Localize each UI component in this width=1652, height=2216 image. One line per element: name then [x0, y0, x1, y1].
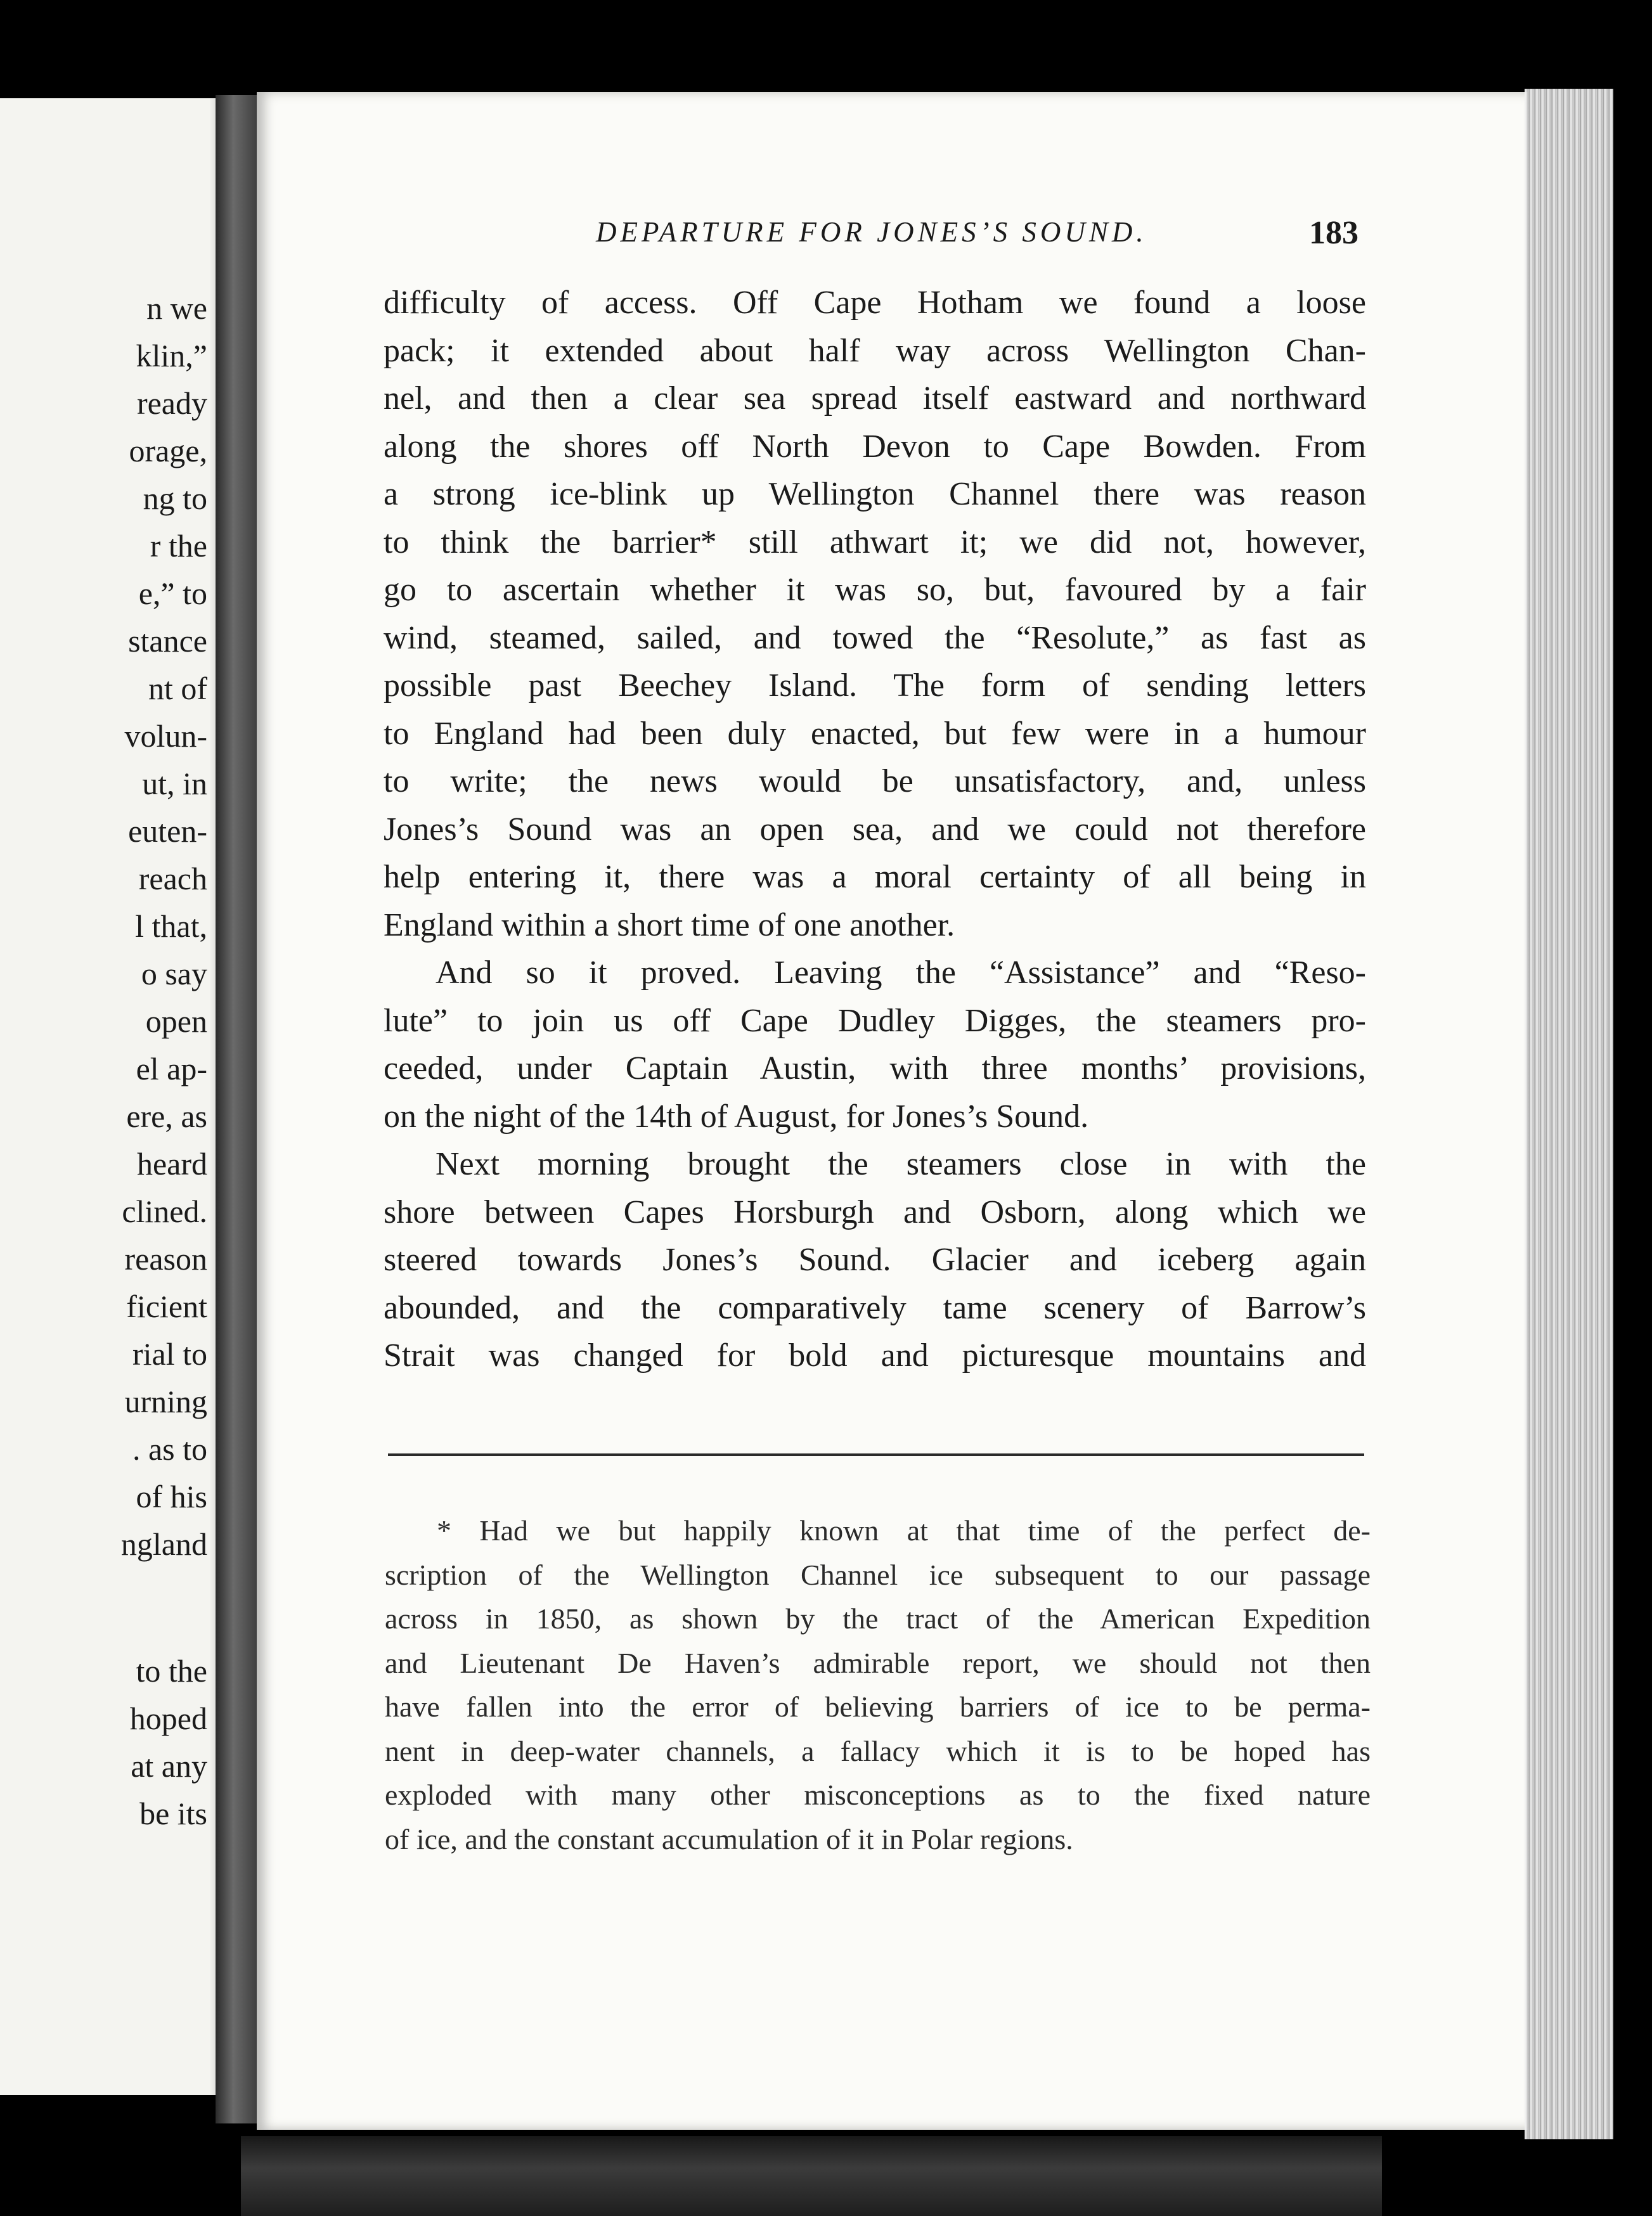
- footnote-line: scription of the Wellington Channel ice subsequent to our passage: [385, 1558, 1371, 1591]
- body-line: to write; the news would be unsatisfactory, and, unless: [384, 763, 1366, 799]
- body-line: Next morning brought the steamers close in with the: [436, 1146, 1366, 1182]
- body-line: ceeded, under Captain Austin, with three months’ provisions,: [384, 1050, 1366, 1086]
- left-page-line: ut, in: [142, 766, 207, 801]
- footnote-line: have fallen into the error of believing barriers of ice to be perma-: [385, 1691, 1371, 1723]
- left-page-line: ere, as: [126, 1098, 207, 1134]
- body-line: to England had been duly enacted, but few were in a humour: [384, 715, 1366, 752]
- left-page-line: el ap-: [136, 1051, 207, 1086]
- left-page-line: rial to: [132, 1336, 207, 1372]
- left-page-line: ng to: [143, 480, 207, 516]
- left-page-line: ngland: [120, 1526, 207, 1562]
- left-page-line: to the: [136, 1653, 207, 1689]
- left-page-line: at any: [131, 1748, 207, 1784]
- footnote: [385, 1509, 1371, 1861]
- left-page-line: urning: [124, 1384, 207, 1419]
- body-line: abounded, and the comparatively tame scenery of Barrow’s: [384, 1289, 1366, 1326]
- page-number: 183: [1309, 215, 1358, 251]
- left-page-line: reason: [124, 1241, 207, 1277]
- left-page-line: n we: [146, 290, 207, 326]
- left-page-line: be its: [139, 1796, 207, 1831]
- body-text: [384, 279, 1366, 1380]
- left-page-line: r the: [150, 528, 207, 564]
- footnote-line: * Had we but happily known at that time of the perfect de-: [437, 1514, 1371, 1547]
- left-page-line: volun-: [124, 718, 207, 754]
- left-page-line: ficient: [126, 1289, 207, 1324]
- footnote-line: of ice, and the constant accumulation of it in Polar regions.: [385, 1822, 1073, 1855]
- footnote-line: nent in deep-water channels, a fallacy which it is to be hoped has: [385, 1734, 1371, 1767]
- body-line: shore between Capes Horsburgh and Osborn, along which we: [384, 1194, 1366, 1230]
- left-page-line: klin,”: [136, 338, 207, 373]
- left-page-line: l that,: [135, 908, 207, 944]
- body-line: nel, and then a clear sea spread itself eastward and northward: [384, 380, 1366, 416]
- left-page-fragment: [0, 98, 238, 2095]
- left-page-line: ready: [136, 385, 207, 421]
- body-line: on the night of the 14th of August, for Jones’s Sound.: [384, 1098, 1089, 1135]
- left-page-line: e,” to: [138, 576, 207, 611]
- left-page-line: orage,: [129, 433, 207, 468]
- body-line: pack; it extended about half way across Wellington Chan-: [384, 332, 1366, 369]
- body-line: along the shores off North Devon to Cape Bowden. From: [384, 428, 1366, 465]
- left-page-line: . as to: [132, 1431, 207, 1467]
- left-page-line: of his: [136, 1479, 207, 1514]
- left-page-line: euten-: [128, 813, 207, 849]
- running-head: DEPARTURE FOR JONES’S SOUND.: [596, 216, 1147, 248]
- left-page-line: stance: [128, 623, 207, 659]
- footnote-line: exploded with many other misconceptions as to the fixed nature: [385, 1779, 1371, 1811]
- body-line: help entering it, there was a moral certainty of all being in: [384, 859, 1366, 895]
- body-line: possible past Beechey Island. The form of sending letters: [384, 667, 1366, 704]
- left-page-line: open: [145, 1003, 207, 1039]
- footnote-rule: [388, 1453, 1364, 1456]
- body-line: And so it proved. Leaving the “Assistance” and “Reso-: [436, 955, 1366, 991]
- book-binding: [216, 95, 260, 2123]
- body-line: Jones’s Sound was an open sea, and we could not therefore: [384, 811, 1366, 847]
- background-edge: [1613, 89, 1652, 2139]
- body-line: steered towards Jones’s Sound. Glacier and iceberg again: [384, 1242, 1366, 1278]
- page-edge-stack: [1525, 89, 1617, 2139]
- body-line: lute” to join us off Cape Dudley Digges, the steamers pro-: [384, 1002, 1366, 1039]
- left-page-line: clined.: [122, 1194, 207, 1229]
- body-line: difficulty of access. Off Cape Hotham we found a loose: [384, 285, 1366, 321]
- body-line: a strong ice-blink up Wellington Channel there was reason: [384, 476, 1366, 512]
- left-page-line: heard: [136, 1146, 207, 1182]
- body-line: go to ascertain whether it was so, but, favoured by a fair: [384, 572, 1366, 608]
- footnote-line: across in 1850, as shown by the tract of the American Expedition: [385, 1602, 1371, 1635]
- footnote-line: and Lieutenant De Haven’s admirable report, we should not then: [385, 1646, 1371, 1679]
- scan-bottom-edge: [241, 2136, 1382, 2216]
- body-line: Strait was changed for bold and picturesque mountains and: [384, 1337, 1366, 1374]
- left-page-line: reach: [138, 861, 207, 896]
- left-page-line: o say: [141, 956, 207, 991]
- body-line: to think the barrier* still athwart it; we did not, however,: [384, 524, 1366, 560]
- left-page-line: nt of: [148, 671, 207, 706]
- left-page-line: hoped: [129, 1701, 207, 1736]
- body-line: England within a short time of one another.: [384, 906, 955, 943]
- body-line: wind, steamed, sailed, and towed the “Resolute,” as fast as: [384, 619, 1366, 656]
